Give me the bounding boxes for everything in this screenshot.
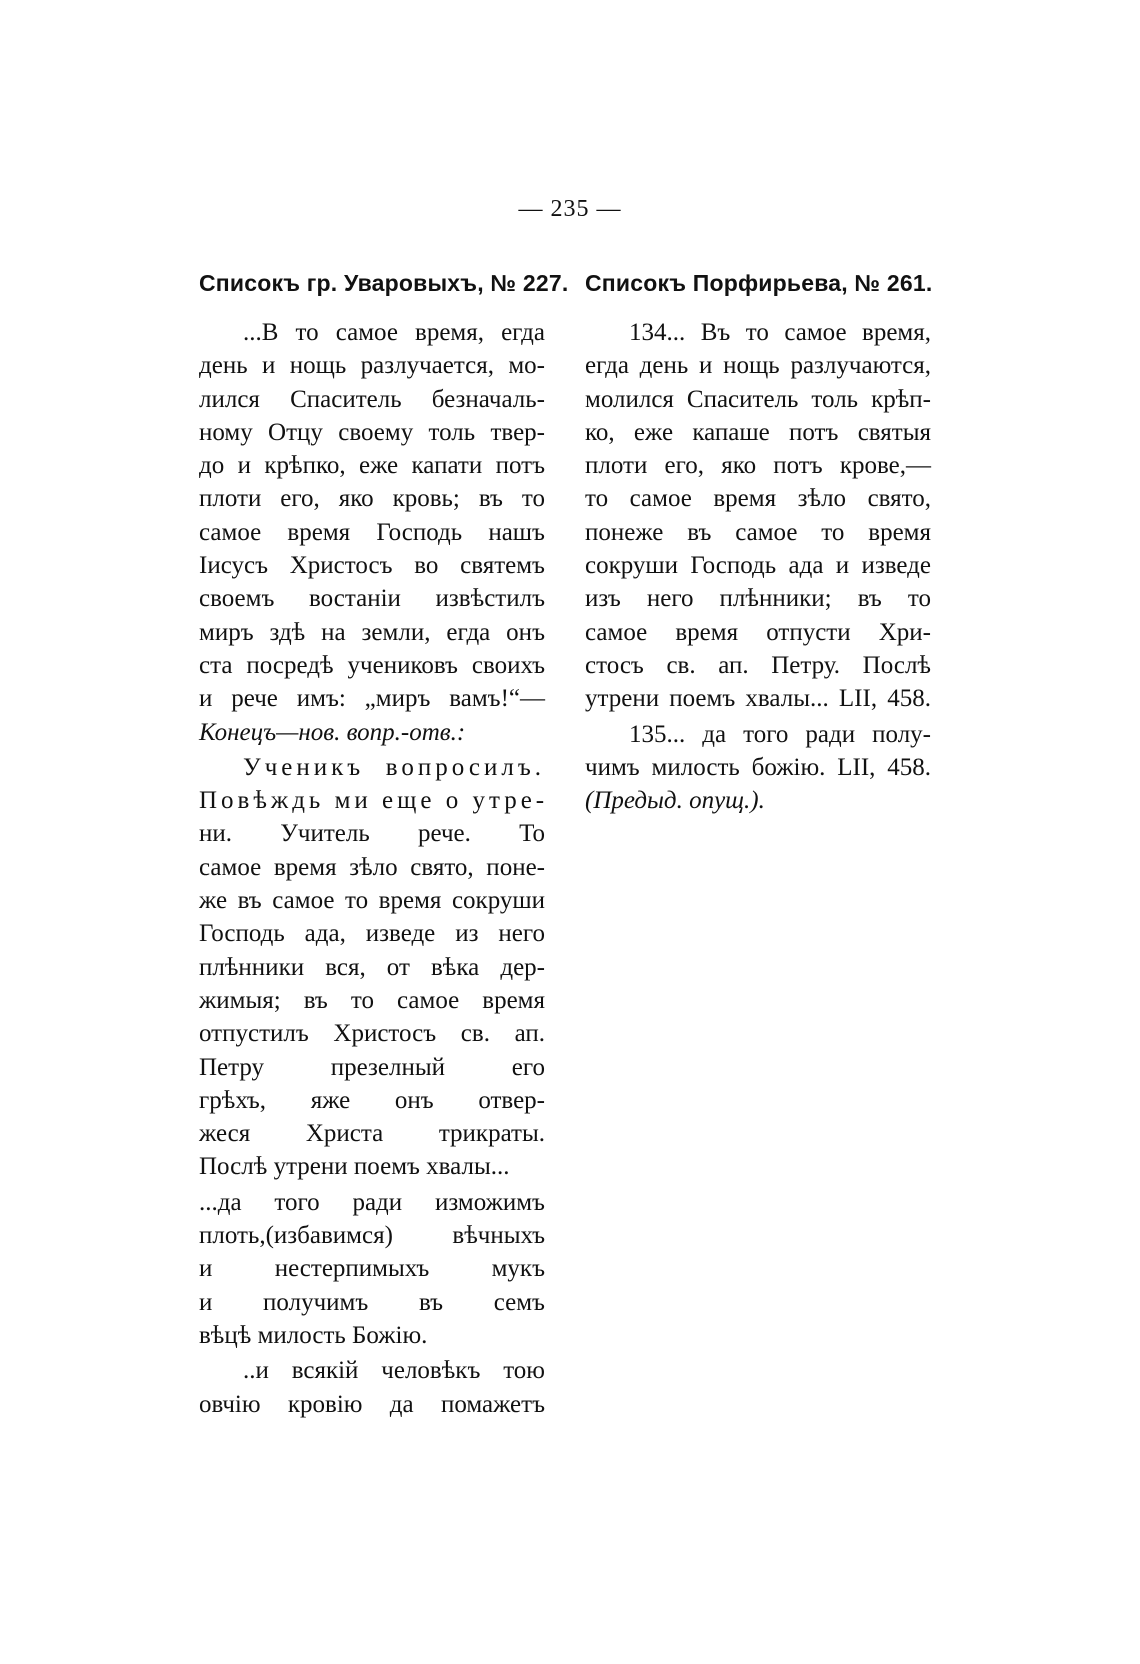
right-column-heading: Списокъ Порфирьева, № 261. bbox=[585, 270, 933, 296]
text-line: лился Спаситель безначаль- bbox=[199, 385, 545, 413]
text-line: самое время зѣло свято, поне- bbox=[199, 853, 545, 881]
text-line: день и нощь разлучается, мо- bbox=[199, 352, 545, 380]
text-line: и нестерпимыхъ мукъ bbox=[199, 1255, 545, 1283]
text-line: Господь ада, изведе из него bbox=[199, 920, 545, 948]
text-line: Петру презелный его bbox=[199, 1053, 545, 1081]
text-line: отпустилъ Христосъ св. ап. bbox=[199, 1020, 545, 1048]
text-line: же въ самое то время сокруши bbox=[199, 887, 545, 915]
text-line: овчію кровію да помажетъ bbox=[199, 1390, 545, 1418]
left-column-heading: Списокъ гр. Уваровыхъ, № 227. bbox=[199, 270, 569, 296]
text-line-italic bbox=[585, 784, 931, 817]
text-line: до и крѣпко, еже капати потъ bbox=[199, 452, 545, 480]
text-line-italic bbox=[199, 716, 545, 749]
text-line: 135... да того ради полу- bbox=[629, 720, 931, 748]
text-line: ни. Учитель рече. То bbox=[199, 820, 545, 848]
text-line: и рече имъ: „миръ вамъ!“— bbox=[199, 685, 545, 713]
text-line: плоти его, яко потъ крове,— bbox=[585, 452, 931, 480]
text-line: изъ него плѣнники; въ то bbox=[585, 585, 931, 613]
right-column bbox=[585, 268, 931, 817]
text-line: плоти его, яко кровь; въ то bbox=[199, 485, 545, 513]
text-line: жеся Христа трикраты. bbox=[199, 1120, 545, 1148]
text-line: ...да того ради изможимъ bbox=[199, 1188, 545, 1216]
text-line: ко, еже капаше потъ святыя bbox=[585, 418, 931, 446]
text-line: Повѣждь ми еще о утре- bbox=[199, 787, 549, 815]
text-line: сокруши Господь ада и изведе bbox=[585, 552, 931, 580]
text-line: 134... Въ то самое время, bbox=[629, 319, 931, 346]
text-line: самое время отпусти Хри- bbox=[585, 618, 931, 646]
text-line: то самое время зѣло свято, bbox=[585, 485, 931, 513]
text-line: и получимъ въ семъ bbox=[199, 1288, 545, 1316]
text-line: Ученикъ вопросилъ. bbox=[243, 753, 545, 781]
right-paragraph-135-note: (Предыд. опущ.). bbox=[585, 787, 765, 815]
text-line: ста посредѣ учениковъ своихъ bbox=[199, 651, 545, 679]
text-line: жимыя; въ то самое время bbox=[199, 986, 545, 1014]
left-paragraph-2 bbox=[199, 751, 549, 1184]
text-line: миръ здѣ на земли, егда онъ bbox=[199, 618, 545, 646]
text-line: понеже въ самое то время bbox=[585, 518, 931, 546]
text-line: Іисусъ Христосъ во святемъ bbox=[199, 552, 545, 580]
text-line: плѣнники вся, от вѣка дер- bbox=[199, 953, 545, 981]
text-line: самое время Господь нашъ bbox=[199, 518, 545, 546]
text-line: стосъ св. ап. Петру. Послѣ bbox=[585, 651, 931, 679]
left-paragraph-1-ending: Конецъ—нов. вопр.-отв.: bbox=[199, 718, 466, 746]
text-line: грѣхъ, яже онъ отвер- bbox=[199, 1086, 545, 1114]
page-number: — 235 — bbox=[518, 196, 622, 222]
text-line: своемъ востаніи извѣстилъ bbox=[199, 585, 545, 613]
left-paragraph-4 bbox=[199, 1354, 545, 1421]
left-paragraph-1 bbox=[199, 316, 545, 749]
text-line: утрени поемъ хвалы... LII, 458. bbox=[585, 685, 931, 713]
text-line: плоть,(избавимся) вѣчныхъ bbox=[199, 1222, 545, 1250]
text-line: чимъ милость божію. LII, 458. bbox=[585, 753, 931, 781]
text-line: ...В то самое время, егда bbox=[243, 319, 545, 346]
text-line: Послѣ утрени поемъ хвалы... bbox=[199, 1153, 510, 1181]
text-line: егда день и нощь разлучаются, bbox=[585, 352, 931, 380]
text-line: молился Спаситель толь крѣп- bbox=[585, 385, 931, 413]
text-line: ..и всякій человѣкъ тою bbox=[243, 1357, 545, 1385]
text-line: вѣцѣ милость Божію. bbox=[199, 1321, 428, 1349]
right-paragraph-135 bbox=[585, 718, 931, 818]
text-line: ному Отцу своему толь твер- bbox=[199, 418, 545, 446]
left-column bbox=[199, 268, 569, 1421]
left-paragraph-3 bbox=[199, 1186, 545, 1352]
right-paragraph-134 bbox=[585, 316, 931, 716]
